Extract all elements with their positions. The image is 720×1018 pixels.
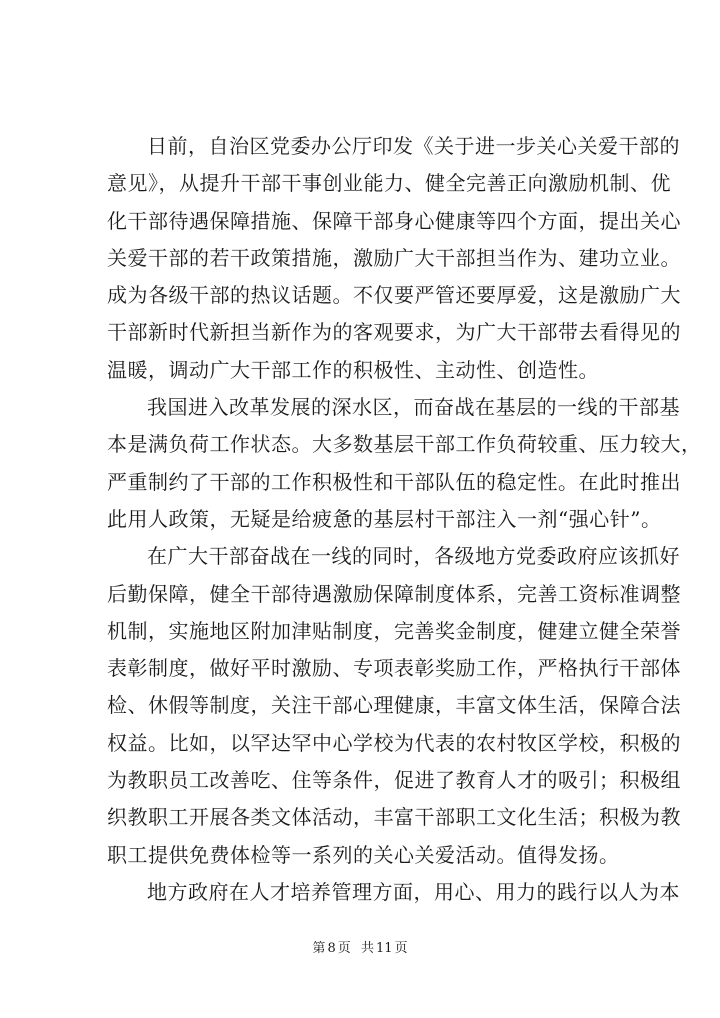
page-label: 第: [312, 941, 326, 956]
page-footer: [0, 937, 720, 956]
paragraph-2: [107, 389, 702, 538]
total-label: 共: [361, 941, 375, 956]
text-line: 职工提供免费体检等一系列的关心关爱活动。值得发扬。: [107, 842, 620, 867]
text-line: 本是满负荷工作状态。大多数基层干部工作负荷较重、压力较大，: [107, 432, 702, 457]
text-line: 检、休假等制度，关注干部心理健康，丰富文体生活，保障合法: [107, 693, 681, 718]
text-line: 温暖，调动广大干部工作的积极性、主动性、创造性。: [107, 357, 599, 382]
text-line: 在广大干部奋战在一线的同时，各级地方党委政府应该抓好: [147, 544, 680, 569]
text-line: 地方政府在人才培养管理方面，用心、用力的践行以人为本: [147, 879, 680, 904]
paragraph-3: [107, 538, 681, 874]
text-line: 日前，自治区党委办公厅印发《关于进一步关心关爱干部的: [147, 134, 680, 158]
text-line: 机制，实施地区附加津贴制度，完善奖金制度，健建立健全荣誉: [107, 618, 681, 643]
text-line: 权益。比如，以罕达罕中心学校为代表的农村牧区学校，积极的: [107, 730, 681, 755]
text-line: 关爱干部的若干政策措施，激励广大干部担当作为、建功立业。: [107, 245, 681, 270]
text-line: 成为各级干部的热议话题。不仅要严管还要厚爱，这是激励广大: [107, 283, 681, 308]
text-line: 化干部待遇保障措施、保障干部身心健康等四个方面，提出关心: [107, 208, 681, 233]
text-line: 为教职员工改善吃、住等条件，促进了教育人才的吸引；积极组: [107, 768, 681, 793]
text-line: 表彰制度，做好平时激励、专项表彰奖励工作，严格执行干部体: [107, 656, 681, 681]
text-line: 意见》，从提升干部干事创业能力、健全完善正向激励机制、优: [107, 171, 671, 196]
paragraph-4: [107, 874, 680, 911]
page-unit: 页: [337, 941, 351, 956]
total-pages: 11: [376, 941, 393, 956]
document-body: [107, 128, 702, 911]
total-unit: 页: [394, 941, 408, 956]
text-line: 此用人政策，无疑是给疲惫的基层村干部注入一剂“强心针”。: [107, 506, 662, 531]
paragraph-1: [107, 128, 681, 389]
text-line: 我国进入改革发展的深水区，而奋战在基层的一线的干部基: [147, 395, 680, 420]
text-line: 织教职工开展各类文体活动，丰富干部职工文化生活；积极为教: [107, 805, 681, 830]
text-line: 严重制约了干部的工作积极性和干部队伍的稳定性。在此时推出: [107, 469, 681, 494]
page-number: 8: [327, 941, 336, 956]
text-line: 干部新时代新担当新作为的客观要求，为广大干部带去看得见的: [107, 320, 681, 345]
text-line: 后勤保障，健全干部待遇激励保障制度体系，完善工资标准调整: [107, 581, 681, 606]
